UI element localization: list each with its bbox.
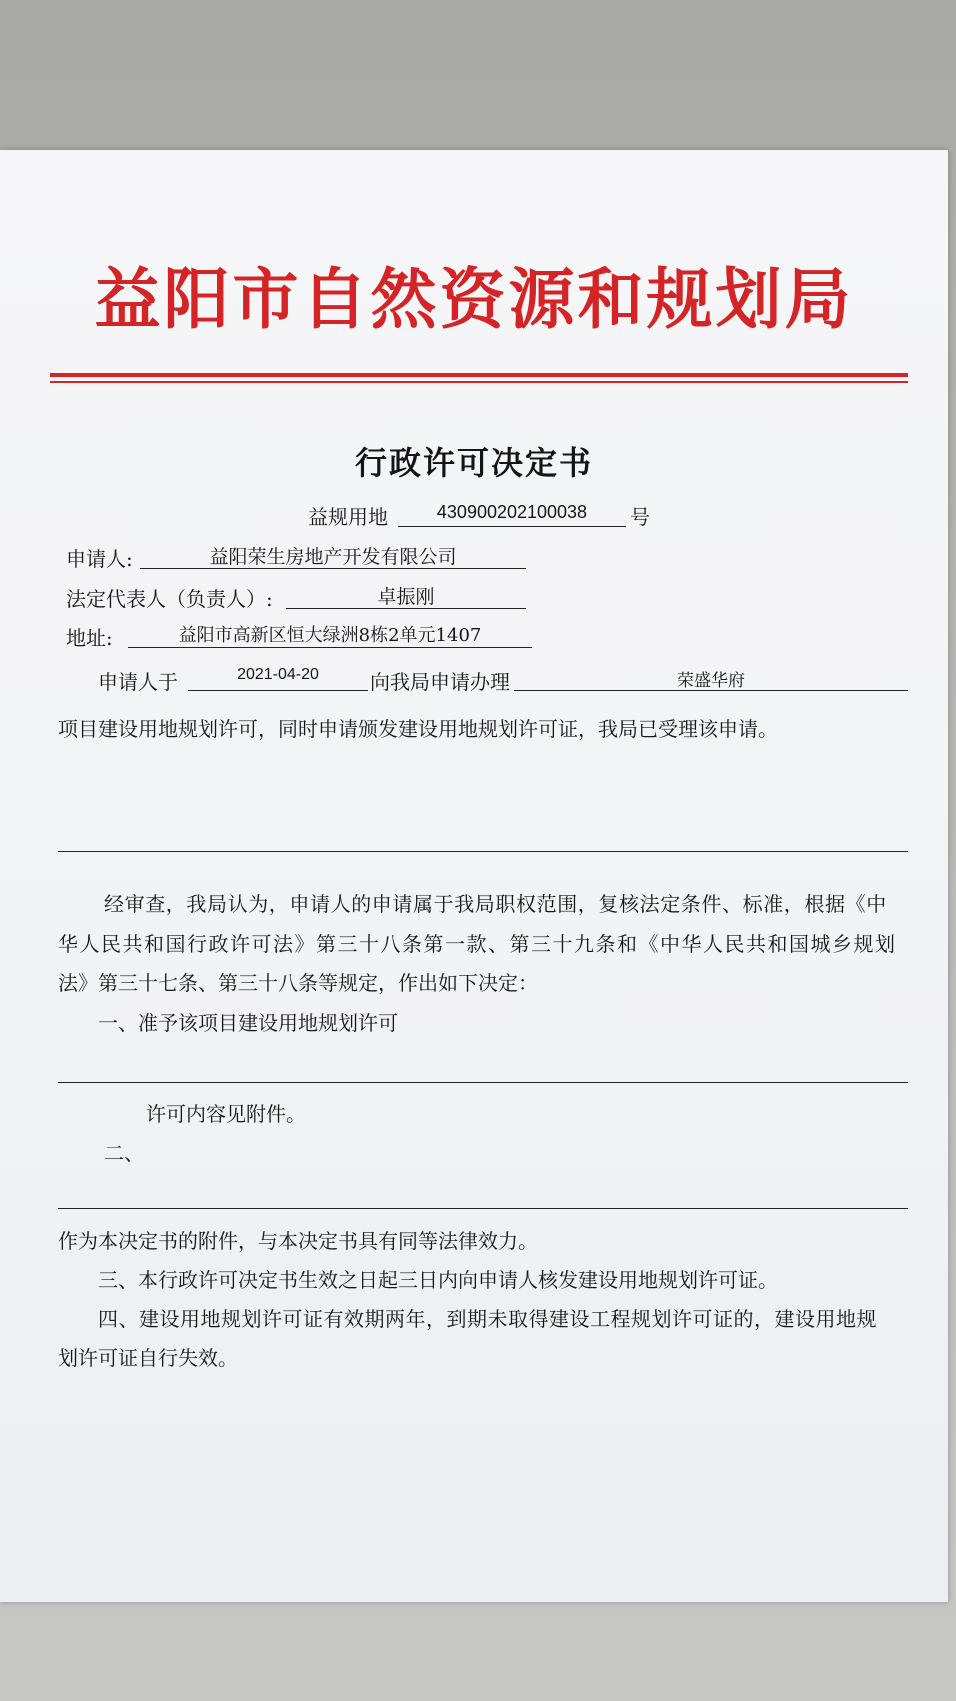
- review-line-1: 经审查，我局认为，申请人的申请属于我局职权范围，复核法定条件、标准，根据《中: [104, 892, 887, 916]
- letterhead-rule-thin: [50, 381, 908, 383]
- ref-number: 430900202100038: [398, 502, 626, 527]
- application-project: 荣盛华府: [514, 666, 908, 691]
- legal-rep-value: 卓振刚: [286, 582, 526, 609]
- agency-letterhead: 益阳市自然资源和规划局: [94, 261, 854, 338]
- blank-rule-3: [58, 1208, 908, 1209]
- decision-item-2-tail: 作为本决定书的附件，与本决定书具有同等法律效力。: [58, 1229, 538, 1253]
- letterhead-rule-thick: [50, 373, 908, 377]
- review-line-2: 华人民共和国行政许可法》第三十八条第一款、第三十九条和《中华人民共和国城乡规划: [58, 932, 897, 956]
- review-line-3: 法》第三十七条、第三十八条等规定，作出如下决定：: [58, 971, 538, 995]
- ref-suffix: 号: [630, 505, 650, 529]
- application-tail: 项目建设用地规划许可，同时申请颁发建设用地规划许可证，我局已受理该申请。: [58, 717, 778, 741]
- decision-item-4-line-1: 四、建设用地规划许可证有效期两年，到期未取得建设工程规划许可证的，建设用地规: [98, 1307, 877, 1331]
- legal-rep-label: 法定代表人（负责人）:: [66, 587, 273, 611]
- blank-rule-1: [58, 851, 908, 852]
- blank-rule-2: [58, 1082, 908, 1083]
- document-title: 行政许可决定书: [354, 444, 593, 482]
- ref-prefix: 益规用地: [308, 505, 388, 529]
- applicant-label: 申请人:: [66, 547, 133, 571]
- decision-item-3: 三、本行政许可决定书生效之日起三日内向申请人核发建设用地规划许可证。: [98, 1268, 778, 1292]
- decision-item-1: 一、准予该项目建设用地规划许可: [98, 1011, 398, 1035]
- application-mid: 向我局申请办理: [370, 670, 510, 694]
- document-page: [0, 150, 948, 1602]
- application-lead: 申请人于: [98, 670, 178, 694]
- address-label: 地址:: [66, 626, 113, 650]
- attachment-note: 许可内容见附件。: [146, 1102, 306, 1126]
- applicant-value: 益阳荣生房地产开发有限公司: [140, 542, 526, 569]
- address-value: 益阳市高新区恒大绿洲8栋2单元1407: [128, 621, 532, 648]
- application-date: 2021-04-20: [188, 666, 368, 691]
- decision-item-2-lead: 二、: [104, 1141, 144, 1165]
- decision-item-4-line-2: 划许可证自行失效。: [58, 1346, 238, 1370]
